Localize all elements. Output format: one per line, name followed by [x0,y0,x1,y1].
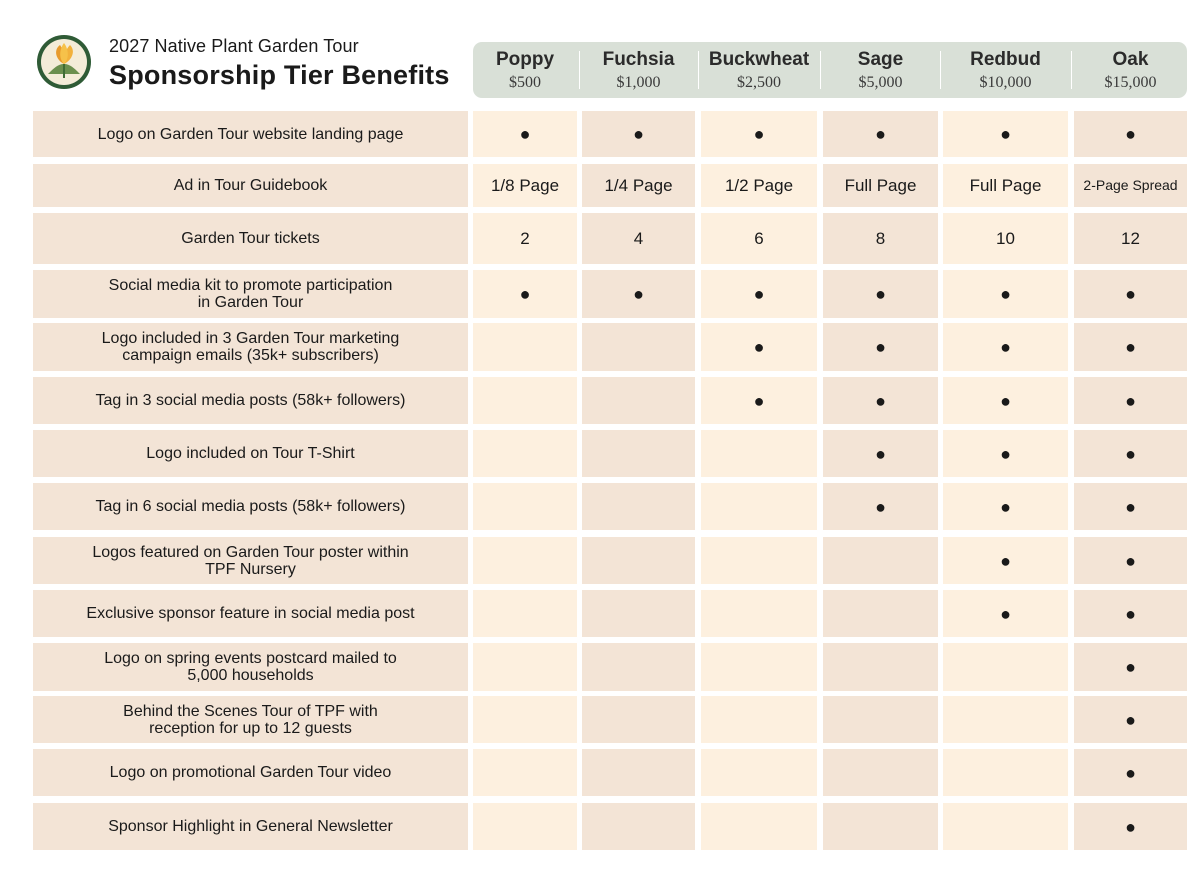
benefit-cell-oak [1074,164,1187,207]
benefit-cell-sage [823,643,938,691]
included-bullet-icon: ● [1000,443,1011,464]
benefit-value: 2-Page Spread [1083,177,1178,193]
included-bullet-icon: ● [753,284,765,304]
included-bullet-icon: ● [1000,124,1011,144]
benefit-cell-poppy [473,749,577,796]
benefit-label: Logos featured on Garden Tour poster within TPF Nursery [33,537,468,584]
included-bullet-icon: ● [1000,337,1011,357]
benefit-cell-poppy [473,803,577,850]
benefit-label: Logo included on Tour T-Shirt [33,430,468,477]
benefit-cell-sage [823,270,938,318]
included-bullet-icon: ● [1000,550,1011,571]
included-bullet-icon: ● [519,284,531,304]
benefit-value: Full Page [844,176,917,195]
benefit-cell-oak [1074,643,1187,691]
benefit-cell-oak [1074,803,1187,850]
tier-sage [823,42,938,98]
table-row [0,164,1200,207]
benefit-cell-oak [1074,590,1187,637]
benefit-cell-oak [1074,749,1187,796]
benefit-cell-poppy [473,270,577,318]
benefit-label: Logo on spring events postcard mailed to 5,000 households [33,643,468,691]
benefit-cell-buckwheat [701,749,817,796]
tier-name: Sage [857,49,904,70]
benefit-cell-poppy [473,537,577,584]
included-bullet-icon: ● [1000,603,1011,624]
table-row [0,377,1200,424]
included-bullet-icon: ● [1125,550,1136,571]
tier-divider [940,51,941,89]
benefit-label: Social media kit to promote participation in Garden Tour [33,270,468,318]
benefit-label: Tag in 6 social media posts (58k+ followers) [33,483,468,530]
benefit-cell-buckwheat [701,111,817,157]
tier-name: Fuchsia [602,49,675,70]
benefit-value: 6 [754,229,764,248]
included-bullet-icon: ● [1125,496,1136,517]
included-bullet-icon: ● [875,496,886,517]
table-row [0,270,1200,318]
benefit-cell-fuchsia [582,537,695,584]
benefit-cell-fuchsia [582,696,695,743]
benefit-cell-buckwheat [701,537,817,584]
included-bullet-icon: ● [753,337,765,357]
benefit-cell-oak [1074,270,1187,318]
benefit-cell-redbud [943,696,1068,743]
benefit-label: Logo on Garden Tour website landing page [33,111,468,157]
tier-header-bar [473,42,1187,98]
benefit-cell-redbud [943,803,1068,850]
benefit-cell-redbud [943,483,1068,530]
included-bullet-icon: ● [633,284,644,304]
table-row [0,696,1200,743]
benefit-cell-sage [823,430,938,477]
benefit-cell-buckwheat [701,483,817,530]
benefit-cell-fuchsia [582,164,695,207]
benefit-cell-oak [1074,111,1187,157]
benefit-cell-sage [823,803,938,850]
included-bullet-icon: ● [1125,390,1136,411]
benefit-cell-sage [823,749,938,796]
included-bullet-icon: ● [1125,657,1136,677]
benefit-cell-fuchsia [582,483,695,530]
table-row [0,111,1200,157]
benefit-cell-poppy [473,377,577,424]
benefit-cell-poppy [473,643,577,691]
included-bullet-icon: ● [1125,762,1136,783]
table-row [0,803,1200,850]
benefit-cell-redbud [943,270,1068,318]
benefit-cell-sage [823,111,938,157]
tier-price: $2,500 [737,74,781,91]
benefit-value: 1/2 Page [724,176,794,195]
benefit-value: 1/8 Page [490,176,560,195]
tier-poppy [473,42,577,98]
benefit-cell-oak [1074,213,1187,264]
included-bullet-icon: ● [875,124,886,144]
tier-price: $1,000 [616,74,661,91]
benefit-cell-buckwheat [701,164,817,207]
benefit-cell-poppy [473,213,577,264]
benefit-value: 8 [875,229,886,248]
tier-name: Poppy [495,49,555,70]
included-bullet-icon: ● [1125,124,1136,144]
benefit-cell-redbud [943,377,1068,424]
tier-name: Redbud [970,49,1041,70]
tier-price: $15,000 [1104,74,1157,91]
benefit-cell-oak [1074,323,1187,371]
benefit-cell-fuchsia [582,213,695,264]
included-bullet-icon: ● [1000,496,1011,517]
benefit-label: Behind the Scenes Tour of TPF with reception for up to 12 guests [33,696,468,743]
tier-oak [1074,42,1187,98]
included-bullet-icon: ● [753,390,765,411]
poppy-flower-icon [36,34,92,90]
benefit-value: 10 [996,229,1015,248]
included-bullet-icon: ● [1000,390,1011,411]
tier-divider [579,51,580,89]
tier-name: Buckwheat [708,49,810,70]
benefit-cell-sage [823,696,938,743]
benefit-cell-fuchsia [582,590,695,637]
tier-redbud [943,42,1068,98]
benefit-cell-fuchsia [582,803,695,850]
benefit-label: Sponsor Highlight in General Newsletter [33,803,468,850]
tier-price: $5,000 [858,74,903,91]
tier-buckwheat [701,42,817,98]
benefit-cell-poppy [473,430,577,477]
benefit-cell-poppy [473,323,577,371]
benefit-cell-buckwheat [701,213,817,264]
included-bullet-icon: ● [875,337,886,357]
benefit-cell-oak [1074,537,1187,584]
benefit-cell-buckwheat [701,270,817,318]
page-header [36,30,466,100]
benefit-value: Full Page [969,176,1042,195]
benefit-cell-poppy [473,164,577,207]
tour-subtitle: 2027 Native Plant Garden Tour [109,36,359,56]
benefit-cell-buckwheat [701,696,817,743]
tier-name: Oak [1112,49,1149,70]
benefit-cell-fuchsia [582,430,695,477]
tier-divider [820,51,821,89]
table-row [0,323,1200,371]
included-bullet-icon: ● [875,443,886,464]
benefit-value: 1/4 Page [604,176,673,195]
benefit-label: Exclusive sponsor feature in social media post [33,590,468,637]
benefit-cell-fuchsia [582,111,695,157]
included-bullet-icon: ● [1125,709,1136,730]
benefit-cell-fuchsia [582,749,695,796]
benefit-cell-redbud [943,749,1068,796]
table-row [0,537,1200,584]
benefit-cell-sage [823,323,938,371]
included-bullet-icon: ● [875,390,886,411]
table-row [0,590,1200,637]
benefit-cell-oak [1074,430,1187,477]
tier-price: $10,000 [979,74,1032,91]
benefit-cell-buckwheat [701,323,817,371]
included-bullet-icon: ● [1125,816,1136,837]
benefit-cell-redbud [943,430,1068,477]
included-bullet-icon: ● [875,284,886,304]
benefit-cell-buckwheat [701,377,817,424]
table-row [0,643,1200,691]
benefit-label: Garden Tour tickets [33,213,468,264]
benefit-cell-sage [823,590,938,637]
included-bullet-icon: ● [1125,337,1136,357]
benefit-cell-poppy [473,696,577,743]
benefit-label: Logo included in 3 Garden Tour marketing campaign emails (35k+ subscribers) [33,323,468,371]
benefit-cell-oak [1074,377,1187,424]
benefit-cell-fuchsia [582,377,695,424]
benefit-cell-sage [823,537,938,584]
benefit-label: Logo on promotional Garden Tour video [33,749,468,796]
benefit-cell-fuchsia [582,643,695,691]
benefit-cell-poppy [473,483,577,530]
benefit-cell-redbud [943,323,1068,371]
benefit-cell-sage [823,213,938,264]
benefit-cell-redbud [943,643,1068,691]
benefit-cell-redbud [943,164,1068,207]
benefit-value: 2 [520,229,530,248]
included-bullet-icon: ● [753,124,765,144]
benefit-cell-redbud [943,213,1068,264]
included-bullet-icon: ● [1125,284,1136,304]
tier-divider [698,51,699,89]
included-bullet-icon: ● [1125,443,1136,464]
benefit-value: 12 [1121,229,1140,248]
benefit-cell-buckwheat [701,803,817,850]
tier-price: $500 [509,74,541,91]
benefit-cell-sage [823,377,938,424]
table-row [0,749,1200,796]
benefit-cell-buckwheat [701,590,817,637]
tier-divider [1071,51,1072,89]
benefit-cell-buckwheat [701,430,817,477]
benefit-value: 4 [633,229,644,248]
benefit-cell-buckwheat [701,643,817,691]
benefit-cell-sage [823,164,938,207]
benefit-cell-redbud [943,537,1068,584]
benefit-cell-oak [1074,696,1187,743]
benefit-cell-redbud [943,590,1068,637]
included-bullet-icon: ● [633,124,644,144]
benefit-cell-sage [823,483,938,530]
included-bullet-icon: ● [1000,284,1011,304]
page-title: Sponsorship Tier Benefits [109,60,450,90]
included-bullet-icon: ● [1125,603,1136,624]
benefit-cell-poppy [473,590,577,637]
benefit-cell-fuchsia [582,270,695,318]
benefit-cell-poppy [473,111,577,157]
benefit-cell-fuchsia [582,323,695,371]
tier-fuchsia [582,42,695,98]
benefit-label: Tag in 3 social media posts (58k+ followers) [33,377,468,424]
table-row [0,483,1200,530]
included-bullet-icon: ● [519,124,531,144]
table-row [0,430,1200,477]
benefit-cell-oak [1074,483,1187,530]
benefit-cell-redbud [943,111,1068,157]
table-row [0,213,1200,264]
benefit-label: Ad in Tour Guidebook [33,164,468,207]
